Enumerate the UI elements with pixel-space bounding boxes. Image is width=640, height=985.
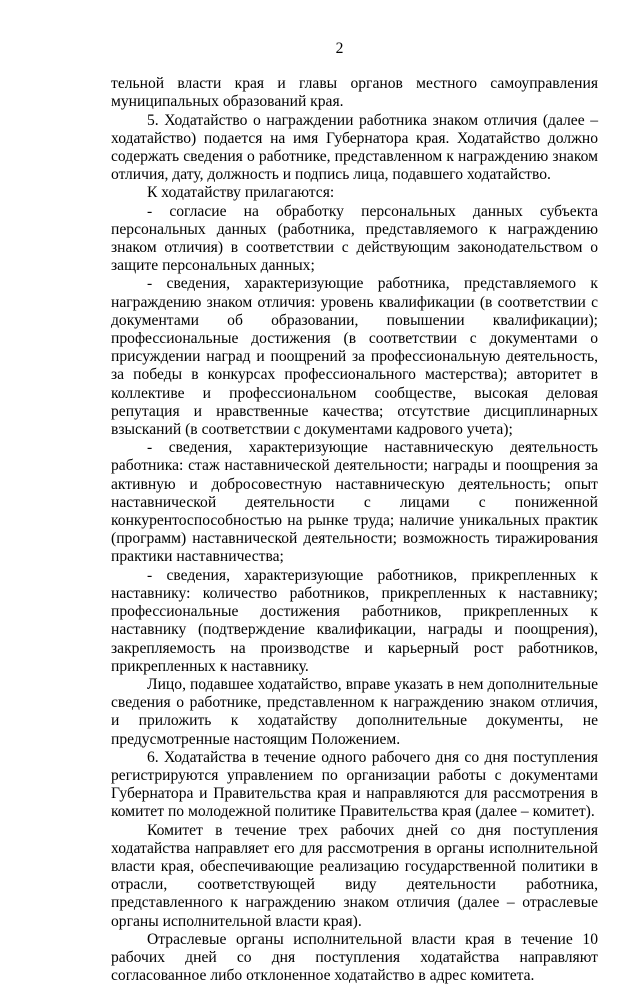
list-item-mentoring-info: - сведения, характеризующие наставническую деятельность работника: стаж наставнической деятельности; награды и поощрения за активную и добросовестную наставническую деятельность; опыт наставнической деятельности с лицами с пониженной конкурентоспособностью на рынке труда; наличие уникальных практик (программ) наставнической деятельности; возможность тиражирования практики наставничества;: [111, 439, 598, 566]
list-item-worker-info: - сведения, характеризующие работника, представляемого к награждению знаком отличия: уровень квалификации (в соответствии с документами об образовании, повышении квалификации); профессиональные достижения (в соответствии с документами о присуждении наград и поощрений за профессиональную деятельность, за победы в конкурсах профессионального мастерства); авторитет в коллективе и профессиональном сообществе, высокая деловая репутация и нравственные качества; отсутствие дисциплинарных взысканий (в соответствии с документами кадрового учета);: [111, 275, 598, 439]
paragraph-continuation: тельной власти края и главы органов местного самоуправления муниципальных образований края.: [111, 75, 598, 111]
list-item-mentees-info: - сведения, характеризующие работников, прикрепленных к наставнику: количество работников, прикрепленных к наставнику; профессиональные достижения работников, прикрепленных к наставнику (подтверждение квалификации, награды и поощрения), закрепляемость на производстве и карьерный рост работников, прикрепленных к наставнику.: [111, 566, 598, 675]
page-number: 2: [335, 40, 344, 57]
paragraph-item-6: 6. Ходатайства в течение одного рабочего дня со дня поступления регистрируются управлением по организации работы с документами Губернатора и Правительства края и направляются для рассмотрения в комитет по молодежной политике Правительства края (далее – комитет).: [111, 748, 598, 821]
list-item-consent: - согласие на обработку персональных данных субъекта персональных данных (работника, представляемого к награждению знаком отличия) в соответствии с действующим законодательством о защите персональных данных;: [111, 202, 598, 275]
paragraph-sector-bodies: Отраслевые органы исполнительной власти края в течение 10 рабочих дней со дня поступления ходатайства направляют согласованное либо отклоненное ходатайство в адрес комитета.: [111, 930, 598, 985]
paragraph-committee: Комитет в течение трех рабочих дней со дня поступления ходатайства направляет его для рассмотрения в органы исполнительной власти края, обеспечивающие реализацию государственной политики в отрасли, соответствующей виду деятельности работника, представленного к награждению знаком отличия (далее – отраслевые органы исполнительной власти края).: [111, 821, 598, 930]
paragraph-item-5: 5. Ходатайство о награждении работника знаком отличия (далее – ходатайство) подается на имя Губернатора края. Ходатайство должно содержать сведения о работнике, представленном к награждению знаком отличия, дату, должность и подпись лица, подавшего ходатайство.: [111, 111, 598, 184]
paragraph-additional-info: Лицо, подавшее ходатайство, вправе указать в нем дополнительные сведения о работнике, представленном к награждению знаком отличия, и приложить к ходатайству дополнительные документы, не предусмотренные настоящим Положением.: [111, 675, 598, 748]
paragraph-attachments-intro: К ходатайству прилагаются:: [147, 184, 335, 202]
